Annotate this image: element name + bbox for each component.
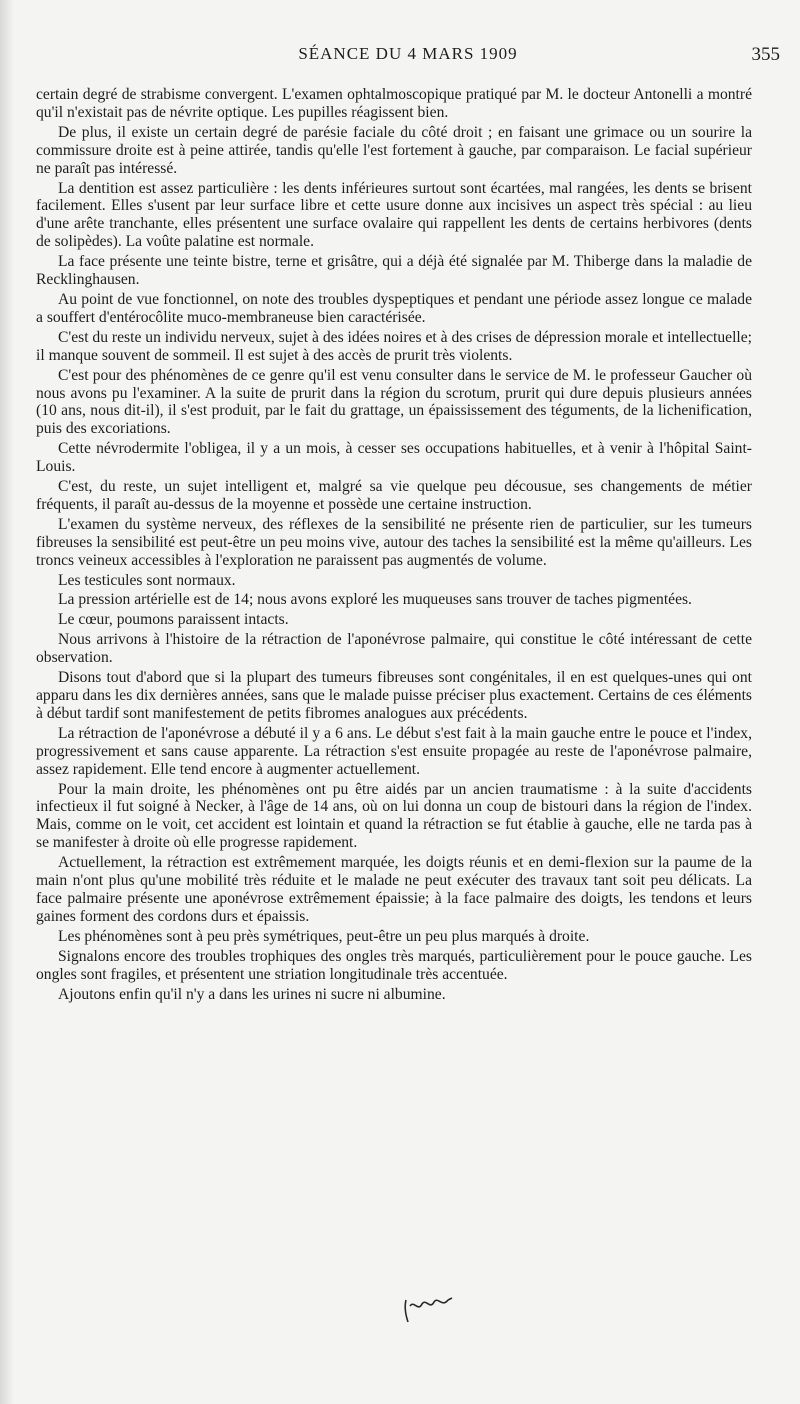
- paragraph: C'est, du reste, un sujet intelligent et, malgré sa vie quelque peu décousue, ses changements de métier fréquents, il paraît au-dessus de la moyenne et possède une certaine instruction.: [36, 478, 752, 513]
- paragraph: C'est du reste un individu nerveux, sujet à des idées noires et à des crises de dépression morale et intellectuelle; il manque souvent de sommeil. Il est sujet à des accès de prurit très violents.: [36, 328, 752, 364]
- paragraph: La face présente une teinte bistre, terne et grisâtre, qui a déjà été signalée par M. Thiberge dans la maladie de Recklinghausen.: [36, 253, 752, 289]
- paragraph: Le cœur, poumons paraissent intacts.: [58, 611, 289, 629]
- paragraph: certain degré de strabisme convergent. L'examen ophtalmoscopique pratiqué par M. le docteur Antonelli a montré qu'il n'existait pas de névrite optique. Les pupilles réagissent bien.: [36, 86, 752, 121]
- page-edge-shadow: [0, 0, 14, 1404]
- paragraph: Les phénomènes sont à peu près symétriques, peut-être un peu plus marqués à droite.: [58, 927, 590, 945]
- page-number: 355: [751, 44, 780, 65]
- paragraph: Nous arrivons à l'histoire de la rétraction de l'aponévrose palmaire, qui constitue le côté intéressant de cette observation.: [36, 631, 752, 667]
- paragraph: Disons tout d'abord que si la plupart des tumeurs fibreuses sont congénitales, il en est quelques-unes qui ont apparu dans les dix dernières années, sans que le malade puisse préciser plus exactement. Certains de ces éléments à début tardif sont manifestement de petits fibromes analogues aux précédents.: [36, 669, 752, 722]
- paragraph: L'examen du système nerveux, des réflexes de la sensibilité ne présente rien de particulier, sur les tumeurs fibreuses la sensibilité est peut-être un peu moins vive, autour des taches la sensibilité est la même qu'ailleurs. Les troncs veineux accessibles à l'exploration ne paraissent pas augmentés de volume.: [36, 515, 752, 569]
- paragraph: Signalons encore des troubles trophiques des ongles très marqués, particulièrement pour le pouce gauche. Les ongles sont fragiles, et présentent une striation longitudinale très accentuée.: [36, 947, 752, 983]
- paragraph: Actuellement, la rétraction est extrêmement marquée, les doigts réunis et en demi-flexion sur la paume de la main n'ont plus qu'une mobilité très réduite et le malade ne peut exécuter des travaux tant soit peu délicats. La face palmaire présente une aponévrose extrêmement épaissie; à la face palmaire des doigts, les tendons et leurs gaines forment des cordons durs et épaissis.: [36, 854, 752, 925]
- paragraph: Pour la main droite, les phénomènes ont pu être aidés par un ancien traumatisme : à la suite d'accidents infectieux il fut soigné à Necker, à l'âge de 14 ans, où on lui donna un coup de bistouri dans la région de l'index. Mais, comme on le voit, cet accident est lointain et quand la rétraction se fut établie à gauche, elle ne tarda pas à se manifester à droite où elle progresse rapidement.: [36, 780, 752, 852]
- paragraph: La pression artérielle est de 14; nous avons exploré les muqueuses sans trouver de taches pigmentées.: [58, 591, 692, 609]
- paragraph: De plus, il existe un certain degré de parésie faciale du côté droit ; en faisant une grimace ou un sourire la commissure droite est à peine attirée, tandis qu'elle l'est fortement à gauche, par comparaison. Le facial supérieur ne paraît pas intéressé.: [36, 123, 752, 177]
- paragraph: Au point de vue fonctionnel, on note des troubles dyspeptiques et pendant une période assez longue ce malade a souffert d'entérocôlite muco-membraneuse bien caractérisée.: [36, 290, 752, 326]
- paragraph: La rétraction de l'aponévrose a débuté il y a 6 ans. Le début s'est fait à la main gauche entre le pouce et l'index, progressivement et sans cause apparente. La rétraction s'est ensuite propagée au reste de l'aponévrose palmaire, assez rapidement. Elle tend encore à augmenter actuellement.: [36, 724, 752, 778]
- paragraph: Les testicules sont normaux.: [58, 571, 236, 589]
- page-header: [36, 44, 780, 70]
- paragraph: Cette névrodermite l'obligea, il y a un mois, à cesser ses occupations habituelles, et à venir à l'hôpital Saint-Louis.: [36, 440, 752, 476]
- handwritten-mark: [400, 1290, 460, 1326]
- body-text: [36, 86, 752, 1005]
- paragraph: Ajoutons enfin qu'il n'y a dans les urines ni sucre ni albumine.: [58, 985, 446, 1003]
- paragraph: C'est pour des phénomènes de ce genre qu'il est venu consulter dans le service de M. le professeur Gaucher où nous avons pu l'examiner. A la suite de prurit dans la région du scrotum, prurit qui dure depuis plusieurs années (10 ans, nous dit-il), il s'est produit, par le fait du grattage, un épaississement des téguments, de la lichenification, puis des excoriations.: [36, 366, 752, 438]
- paragraph: La dentition est assez particulière : les dents inférieures surtout sont écartées, mal rangées, les dents se brisent facilement. Elles s'usent par leur surface libre et cette usure donne aux incisives un aspect très spécial : au lieu d'une arête tranchante, elles présentent une surface ovalaire qui rappellent les dents de certains herbivores (dents de solipèdes). La voûte palatine est normale.: [36, 179, 752, 251]
- running-head: SÉANCE DU 4 MARS 1909: [298, 44, 518, 63]
